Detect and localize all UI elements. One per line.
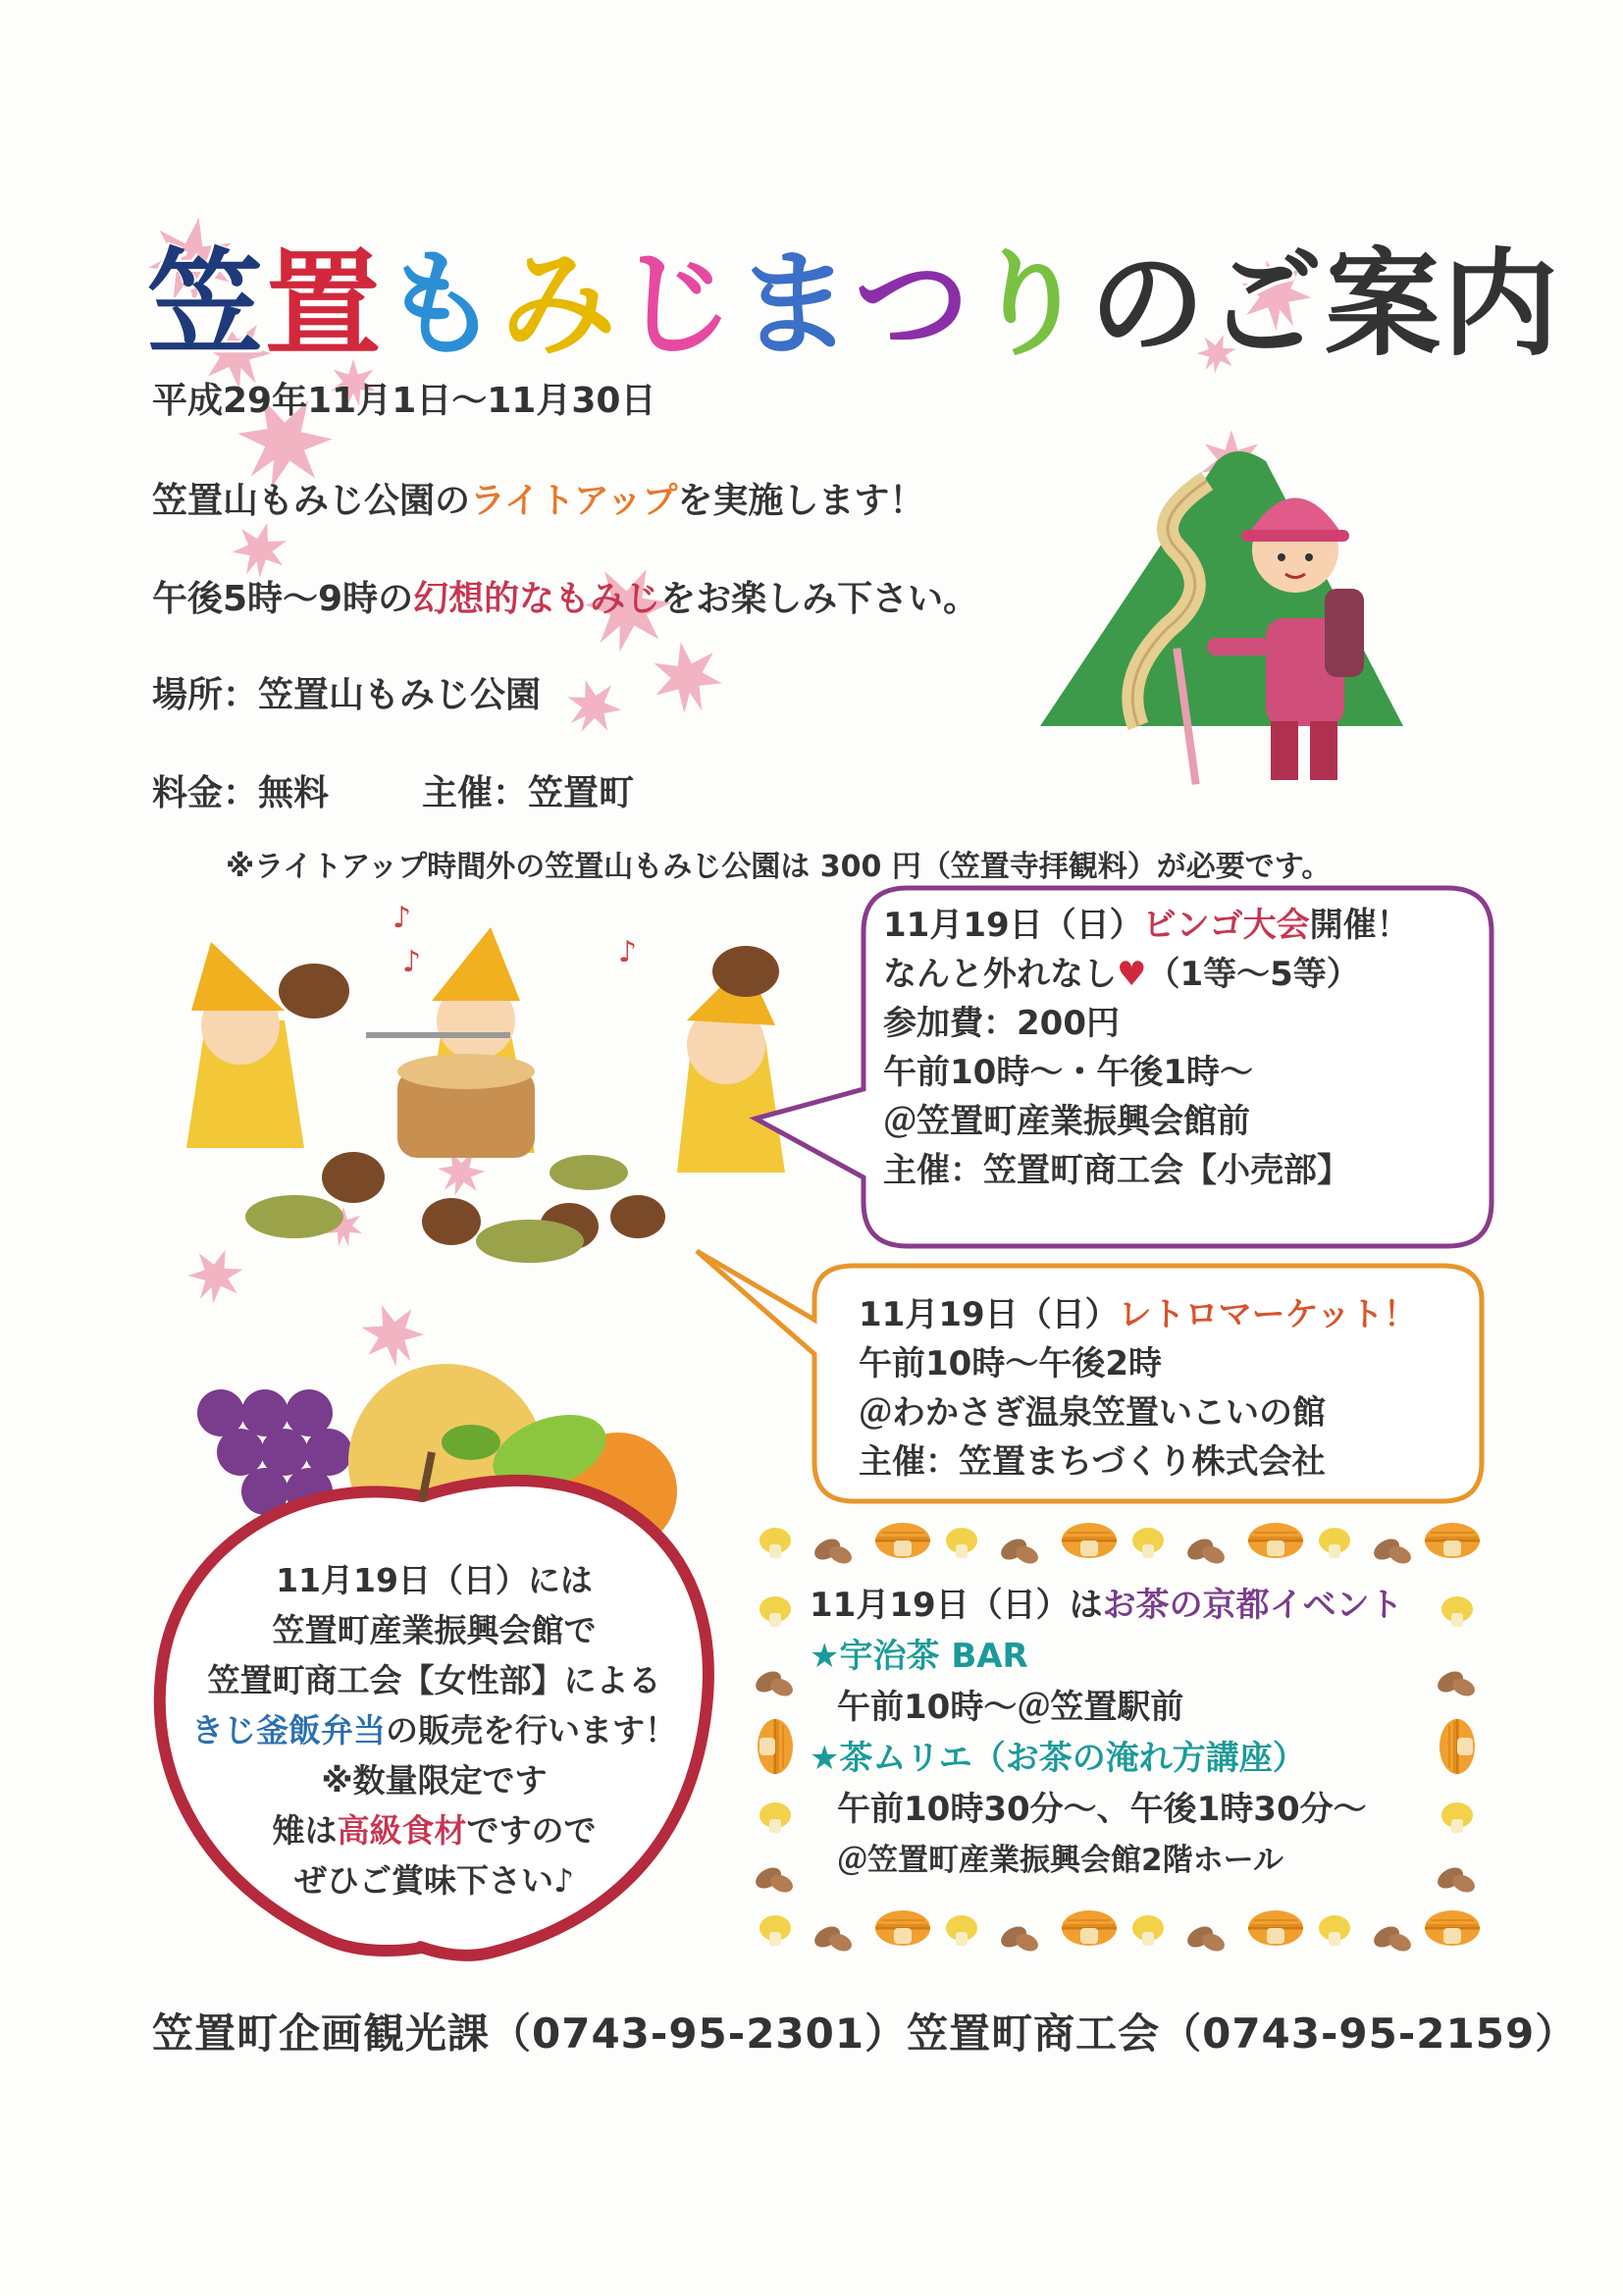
bingo-place: ＠笠置町産業振興会館前 xyxy=(883,1102,1250,1141)
bingo-no-miss: なんと外れなし♥（1等～5等） xyxy=(883,955,1360,994)
chestnut-kids-illustration xyxy=(186,901,785,1263)
title-char: も xyxy=(383,236,501,372)
kamameshi-info: 11月19日（日）には 笠置町産業振興会館で 笠置町商工会【女性部】による きじ釜飯弁当の販売を行います！ ※数量限定です 雉は高級食材ですので ぜひご賞味下さい♪ xyxy=(191,1561,677,1900)
title-char: つ xyxy=(854,236,972,372)
uji-tea-bar: ★宇治茶 BAR xyxy=(810,1637,1028,1676)
lightup-line: 笠置山もみじ公園のライトアップを実施します！ xyxy=(152,481,925,521)
retro-info xyxy=(859,1290,1417,1487)
cha-sommelier-time: 午前10時30分～、午後1時30分～ xyxy=(837,1790,1367,1829)
svg-text:♪: ♪ xyxy=(618,935,638,969)
cha-sommelier: ★茶ムリエ（お茶の淹れ方講座） xyxy=(810,1739,1306,1778)
svg-text:♪: ♪ xyxy=(393,901,412,935)
bingo-time: 午前10時～・午後1時～ xyxy=(883,1053,1253,1092)
mountain-hiker-illustration xyxy=(1040,451,1403,785)
retro-organizer: 主催：笠置まちづくり株式会社 xyxy=(859,1442,1326,1482)
event-dates: 平成29年11月1日～11月30日 xyxy=(152,381,656,421)
title-char: 案 xyxy=(1325,236,1443,372)
title-char: ま xyxy=(736,236,855,372)
fantastic-momiji-highlight: 幻想的なもみじ xyxy=(413,579,661,619)
time-line: 午後5時～9時の幻想的なもみじをお楽しみ下さい。 xyxy=(152,579,979,619)
tea-heading: 11月19日（日）はお茶の京都イベント xyxy=(810,1586,1403,1625)
title-char: り xyxy=(971,236,1090,372)
title-char: ご xyxy=(1207,236,1326,372)
bingo-fee: 参加費：200円 xyxy=(883,1004,1120,1043)
title-char: の xyxy=(1089,236,1208,372)
cha-sommelier-place: ＠笠置町産業振興会館2階ホール xyxy=(837,1843,1283,1878)
title-char: じ xyxy=(618,236,737,372)
heart-icon: ♥ xyxy=(1117,955,1147,994)
title-char: 内 xyxy=(1442,236,1561,372)
fee-line: 料金：無料 xyxy=(152,773,330,813)
retro-heading: 11月19日（日）レトロマーケット！ xyxy=(859,1295,1417,1334)
lightup-highlight: ライトアップ xyxy=(470,481,678,521)
svg-text:♪: ♪ xyxy=(402,945,422,979)
organizer-line: 主催：笠置町 xyxy=(422,773,635,813)
bingo-info xyxy=(883,901,1410,1195)
bingo-organizer: 主催：笠置町商工会【小売部】 xyxy=(883,1151,1350,1190)
uji-tea-bar-detail: 午前10時～＠笠置駅前 xyxy=(837,1688,1184,1727)
tea-event-info xyxy=(810,1580,1403,1886)
retro-place: ＠わかさぎ温泉笠置いこいの館 xyxy=(859,1393,1326,1433)
admission-note: ※ライトアップ時間外の笠置山もみじ公園は 300 円（笠置寺拝観料）が必要です。 xyxy=(226,850,1332,884)
title-char: 笠 xyxy=(147,236,266,372)
kamameshi-highlight: きじ釜飯弁当 xyxy=(191,1711,386,1749)
contact-footer: 笠置町企画観光課（0743-95-2301）笠置町商工会（0743-95-2159） xyxy=(152,2009,1578,2058)
place-line: 場所：笠置山もみじ公園 xyxy=(152,675,542,715)
bingo-heading: 11月19日（日）ビンゴ大会開催！ xyxy=(883,906,1410,945)
title-char: み xyxy=(500,236,619,372)
page-title xyxy=(147,211,1560,378)
title-char: 置 xyxy=(265,236,384,372)
retro-time: 午前10時～午後2時 xyxy=(859,1344,1162,1383)
